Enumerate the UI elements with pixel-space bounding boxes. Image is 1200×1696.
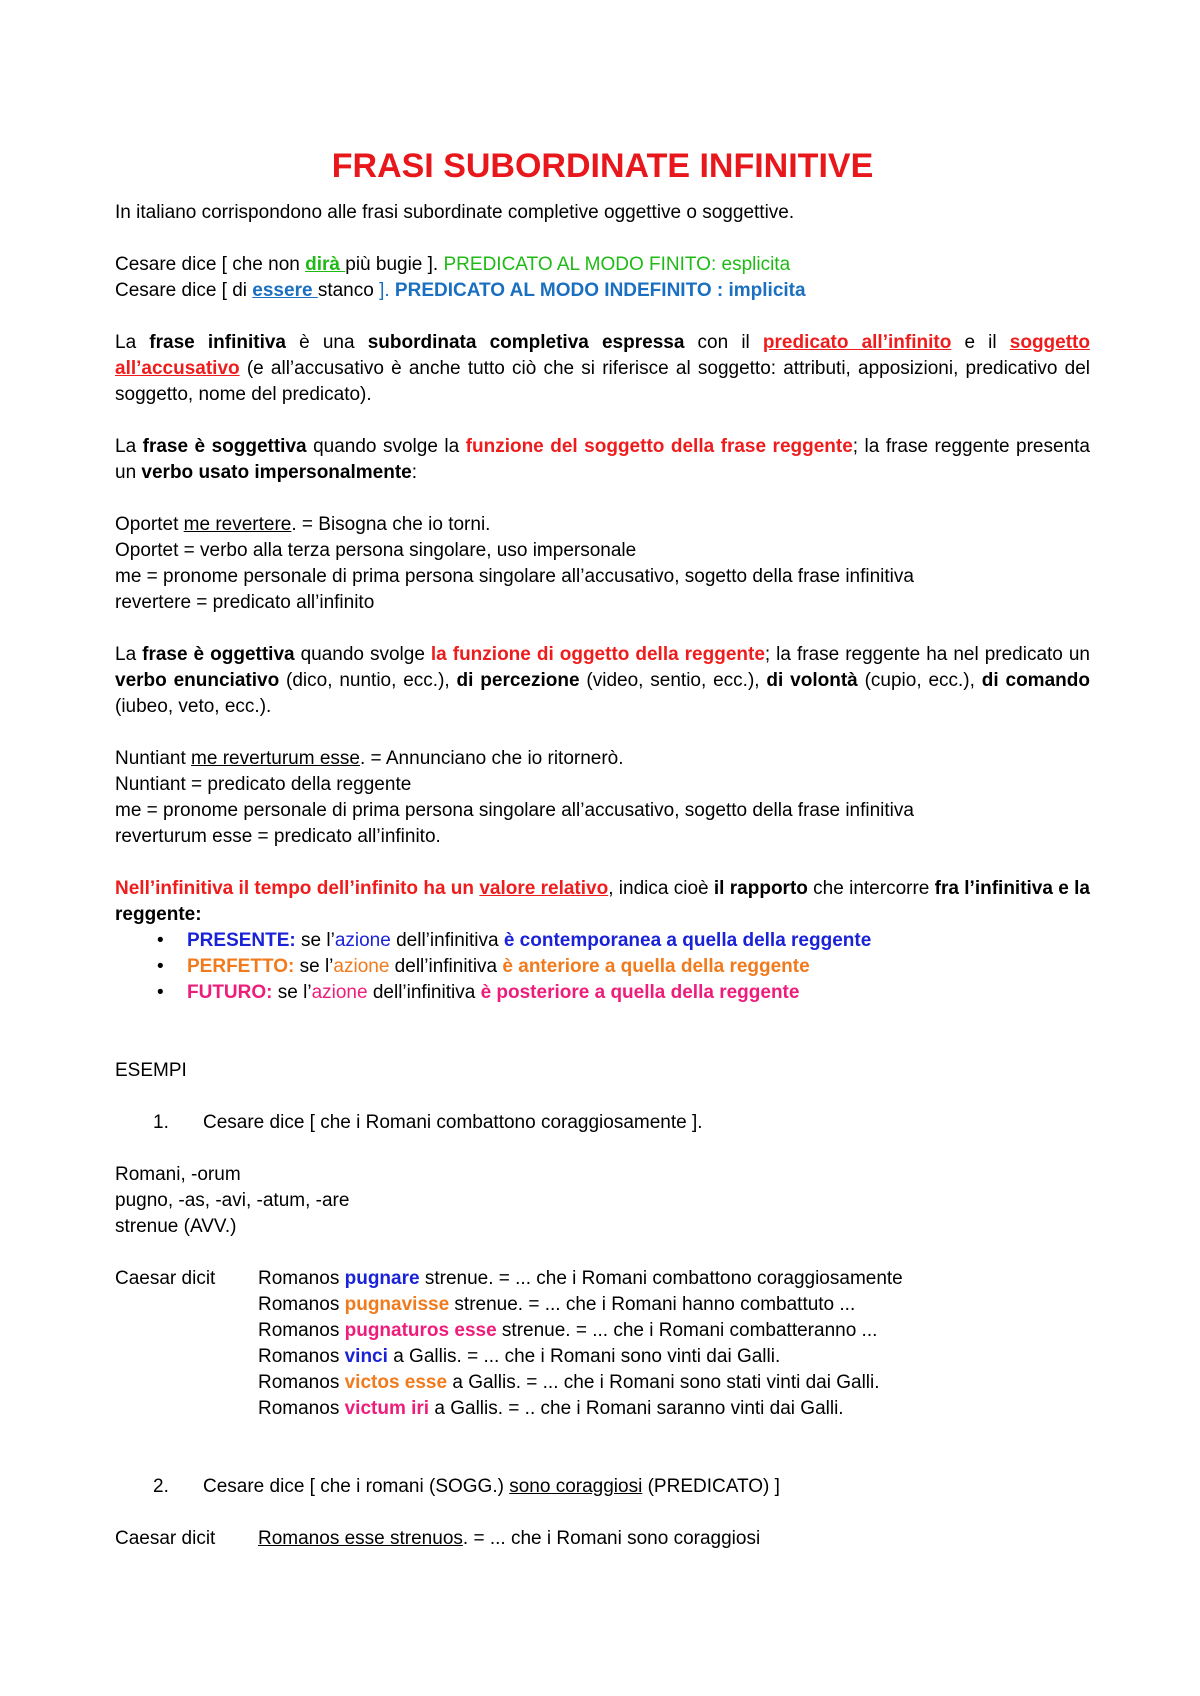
table-row: Caesar dicit Romanos esse strenuos. = ... che i Romani sono coraggiosi (115, 1528, 761, 1549)
example-implicit: Cesare dice [ di essere stanco ]. PREDICATO AL MODO INDEFINITO : implicita (115, 280, 806, 301)
table-row: Romanos pugnaturos esse strenue. = ... che i Romani combatteranno ... (258, 1320, 878, 1341)
oggettiva-paragraph: La frase è oggettiva quando svolge la funzione di oggetto della reggente; la frase reggente ha nel predicato un verbo enunciativo (dico, nuntio, ecc.), di percezione (video, sentio, ecc.), di volontà (cupio, ecc.), di comando (iubeo, veto, ecc.). (115, 644, 1090, 717)
note-line: revertere = predicato all’infinito (115, 592, 375, 613)
example-explicit: Cesare dice [ che non dirà più bugie ]. PREDICATO AL MODO FINITO: esplicita (115, 254, 791, 275)
example-oportet: Oportet me revertere. = Bisogna che io torni. (115, 514, 491, 535)
document-page (115, 140, 1090, 1552)
vocab-item: Romani, -orum (115, 1164, 241, 1185)
table-row: Caesar dicit Romanos pugnare strenue. = ... che i Romani combattono coraggiosamente (115, 1268, 903, 1289)
translation-table (115, 1266, 1090, 1422)
note-line: Oportet = verbo alla terza persona singolare, uso impersonale (115, 540, 637, 561)
explicit-label: PREDICATO AL MODO FINITO: esplicita (443, 254, 791, 275)
implicit-label: PREDICATO AL MODO INDEFINITO : implicita (394, 280, 806, 301)
esempio-1: 1. Cesare dice [ che i Romani combattono coraggiosamente ]. (153, 1112, 703, 1133)
tempo-paragraph: Nell’infinitiva il tempo dell’infinito ha un valore relativo, indica cioè il rapporto che intercorre fra l’infinitiva e la reggente: (115, 878, 1090, 925)
note-line: me = pronome personale di prima persona singolare all’accusativo, sogetto della frase infinitiva (115, 800, 914, 821)
table-row: Romanos victum iri a Gallis. = .. che i Romani saranno vinti dai Galli. (258, 1398, 844, 1419)
esempio-2: 2. Cesare dice [ che i romani (SOGG.) sono coraggiosi (PREDICATO) ] (153, 1476, 780, 1497)
list-item: • PRESENTE: se l’azione dell’infinitiva è contemporanea a quella della reggente (157, 928, 1090, 954)
note-line: reverturum esse = predicato all’infinito. (115, 826, 441, 847)
note-line: me = pronome personale di prima persona singolare all’accusativo, sogetto della frase infinitiva (115, 566, 914, 587)
vocab-item: pugno, -as, -avi, -atum, -are (115, 1190, 350, 1211)
intro-text: In italiano corrispondono alle frasi subordinate completive oggettive o soggettive. (115, 202, 795, 223)
vocab-item: strenue (AVV.) (115, 1216, 237, 1237)
list-item: • FUTURO: se l’azione dell’infinitiva è posteriore a quella della reggente (157, 980, 1090, 1006)
definition-paragraph: La frase infinitiva è una subordinata completiva espressa con il predicato all’infinito e il soggetto all’accusativo (e all’accusativo è anche tutto ciò che si riferisce al soggetto: attributi, apposizioni, predicativo del soggetto, nome del predicato). (115, 332, 1090, 405)
bullet-icon: • (157, 956, 164, 977)
table-row: Romanos vinci a Gallis. = ... che i Romani sono vinti dai Galli. (258, 1346, 781, 1367)
table-row: Romanos pugnavisse strenue. = ... che i Romani hanno combattuto ... (258, 1294, 856, 1315)
bullet-icon: • (157, 982, 164, 1003)
page-title: FRASI SUBORDINATE INFINITIVE (331, 147, 874, 185)
soggettiva-paragraph: La frase è soggettiva quando svolge la funzione del soggetto della frase reggente; la frase reggente presenta un verbo usato impersonalmente: (115, 436, 1090, 483)
bullet-icon: • (157, 930, 164, 951)
table-row: Romanos victos esse a Gallis. = ... che i Romani sono stati vinti dai Galli. (258, 1372, 880, 1393)
esempi-heading: ESEMPI (115, 1060, 187, 1081)
list-item: • PERFETTO: se l’azione dell’infinitiva è anteriore a quella della reggente (157, 954, 1090, 980)
note-line: Nuntiant = predicato della reggente (115, 774, 412, 795)
example-nuntiant: Nuntiant me reverturum esse. = Annunciano che io ritornerò. (115, 748, 624, 769)
tense-list (115, 928, 1090, 1006)
